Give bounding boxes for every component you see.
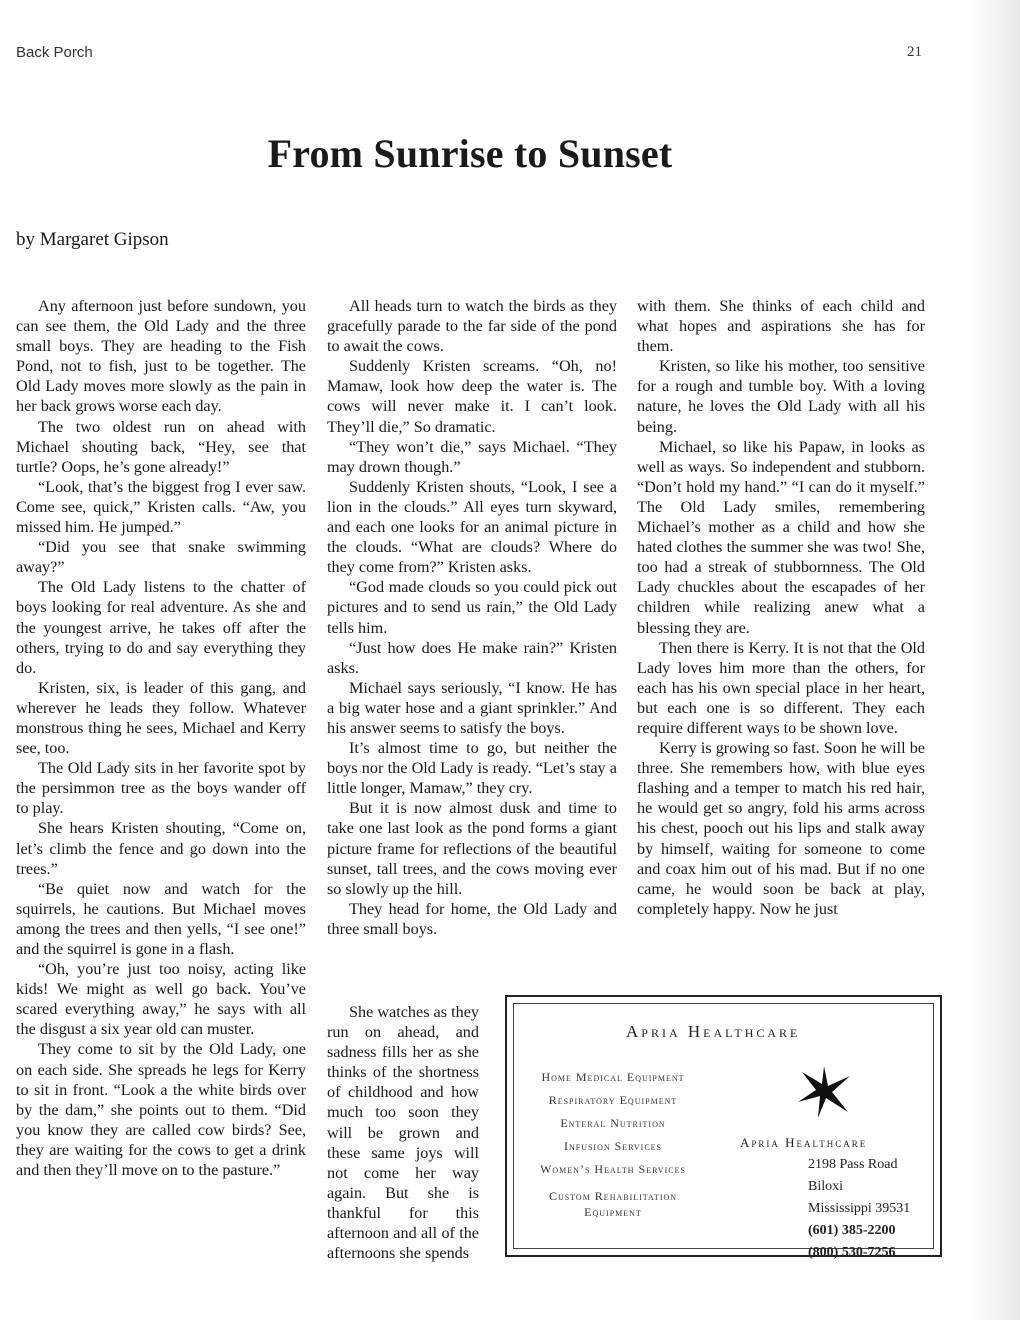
article-column-2 xyxy=(327,296,617,939)
running-header-section: Back Porch xyxy=(16,44,93,61)
paragraph: “Did you see that snake swimming away?” xyxy=(16,538,306,577)
paragraph: She watches as they run on ahead, and sadness fills her as she thinks of the shortness of childhood and how much too soon they will be grown and these same joys will not come her way again. But she is thankful for this afternoon and all of the afternoons she spends xyxy=(327,1003,479,1263)
ad-city: Biloxi xyxy=(808,1179,844,1194)
article-column-3 xyxy=(637,296,925,919)
ad-service-item: Custom Rehabilitation xyxy=(548,1189,678,1203)
ad-contact-block xyxy=(740,1132,911,1264)
paragraph: All heads turn to watch the birds as they gracefully parade to the far side of the pond to await the cows. xyxy=(327,297,617,356)
star-burst-icon xyxy=(794,1062,854,1122)
paragraph: “Look, that’s the biggest frog I ever saw. Come see, quick,” Kristen calls. “Aw, you missed him. He jumped.” xyxy=(16,477,306,537)
ad-state-zip: Mississippi 39531 xyxy=(808,1201,911,1216)
article-column-1 xyxy=(16,296,306,1180)
paragraph: But it is now almost dusk and time to take one last look as the pond forms a giant picture frame for reflections of the beautiful sunset, tall trees, and the cows moving ever so slowly up the hill. xyxy=(327,799,617,898)
paragraph: Any afternoon just before sundown, you can see them, the Old Lady and the three small boys. They are heading to the Fish Pond, not to fish, just to be together. The Old Lady moves more slowly as the pain in her back grows worse each day. xyxy=(16,297,306,416)
ad-services-list xyxy=(514,1066,712,1220)
paragraph: They head for home, the Old Lady and three small boys. xyxy=(327,899,617,938)
paragraph: The two oldest run on ahead with Michael shouting back, “Hey, see that turtle? Oops, he’s gone already!” xyxy=(16,417,306,476)
article-column-2-narrow xyxy=(327,1002,479,1263)
paragraph: The Old Lady sits in her favorite spot by the persimmon tree as the boys wander off to play. xyxy=(16,759,306,818)
paragraph: Then there is Kerry. It is not that the Old Lady loves him more than the others, for each has his own special place in her heart, but each one is so different. They each require different ways to be shown love. xyxy=(637,638,925,737)
ad-phone-local: (601) 385-2200 xyxy=(808,1223,896,1238)
page-number: 21 xyxy=(907,44,922,60)
ad-service-item: Home Medical Equipment xyxy=(541,1070,685,1084)
paragraph: They come to sit by the Old Lady, one on each side. She spreads he legs for Kerry to sit in front. “Look a the white birds over by the dam,” she points out to them. “Did you know they are called cow birds? See, they are waiting for the cows to get a drink and then they’ll move on to the pasture.” xyxy=(16,1040,306,1180)
paragraph: Michael says seriously, “I know. He has a big water hose and a giant sprinkler.” And his answer seems to satisfy the boys. xyxy=(327,678,617,737)
page-edge-shadow xyxy=(968,0,1020,1320)
paragraph: Suddenly Kristen screams. “Oh, no! Mamaw, look how deep the water is. The cows will never make it. I can’t look. They’ll die,” So dramatic. xyxy=(327,357,617,436)
ad-inner-border xyxy=(513,1003,934,1260)
apria-healthcare-advertisement xyxy=(505,995,942,1260)
ad-service-item: Respiratory Equipment xyxy=(548,1093,678,1107)
byline: by Margaret Gipson xyxy=(16,229,169,250)
paragraph: It’s almost time to go, but neither the boys nor the Old Lady is ready. “Let’s stay a little longer, Mamaw,” they cry. xyxy=(327,739,617,798)
paragraph: “God made clouds so you could pick out pictures and to send us rain,” the Old Lady tells him. xyxy=(327,578,617,637)
ad-contact-brand: Apria Healthcare xyxy=(740,1135,868,1150)
paragraph: Kristen, six, is leader of this gang, and wherever he leads they follow. Whatever monstrous thing he sees, Michael and Kerry see, too. xyxy=(16,678,306,758)
paragraph: “Just how does He make rain?” Kristen asks. xyxy=(327,638,617,677)
paragraph: “Be quiet now and watch for the squirrels, he cautions. But Michael moves among the trees and then yells, “I see one!” and the squirrel is gone in a flash. xyxy=(16,879,306,958)
ad-service-item: Women’s Health Services xyxy=(540,1162,686,1176)
paragraph: Kristen, so like his mother, too sensitive for a rough and tumble boy. With a loving nature, he loves the Old Lady with all his being. xyxy=(637,357,925,436)
paragraph: The Old Lady listens to the chatter of boys looking for real adventure. As she and the youngest arrive, he takes off after the others, trying to do and say everything they do. xyxy=(16,578,306,677)
ad-street: 2198 Pass Road xyxy=(808,1157,898,1172)
paragraph: with them. She thinks of each child and what hopes and aspirations she has for them. xyxy=(637,297,925,356)
ad-service-item: Equipment xyxy=(584,1205,642,1219)
ad-title: Apria Healthcare xyxy=(626,1022,801,1041)
ad-service-item: Enteral Nutrition xyxy=(560,1116,666,1130)
paragraph: Michael, so like his Papaw, in looks as well as ways. So independent and stubborn. “Don’t hold my hand.” “I can do it myself.” The Old Lady smiles, remembering Michael’s mother as a child and how she hated clothes the summer she was two! She, too had a streak of stubbornness. The Old Lady chuckles about the escapades of her children while realizing anew what a blessing they are. xyxy=(637,437,925,637)
paragraph: “They won’t die,” says Michael. “They may drown though.” xyxy=(327,437,617,476)
ad-phone-tollfree: (800) 530-7256 xyxy=(808,1245,896,1260)
paragraph: Kerry is growing so fast. Soon he will be three. She remembers how, with blue eyes flashing and a temper to match his red hair, he would get so angry, fold his arms across his chest, pooch out his lips and stalk away by himself, waiting for someone to come and coax him out of his mad. But if no one came, he would soon be back at play, completely happy. Now he just xyxy=(637,739,925,918)
paragraph: “Oh, you’re just too noisy, acting like kids! We might as well go back. You’ve scared everything away,” he says with all the disgust a six year old can muster. xyxy=(16,960,306,1039)
article-title: From Sunrise to Sunset xyxy=(267,131,673,176)
paragraph: She hears Kristen shouting, “Come on, let’s climb the fence and go down into the trees.” xyxy=(16,819,306,878)
ad-service-item: Infusion Services xyxy=(563,1139,663,1153)
paragraph: Suddenly Kristen shouts, “Look, I see a lion in the clouds.” All eyes turn skyward, and each one looks for an animal picture in the clouds. “What are clouds? Where do they come from?” Kristen asks. xyxy=(327,477,617,577)
